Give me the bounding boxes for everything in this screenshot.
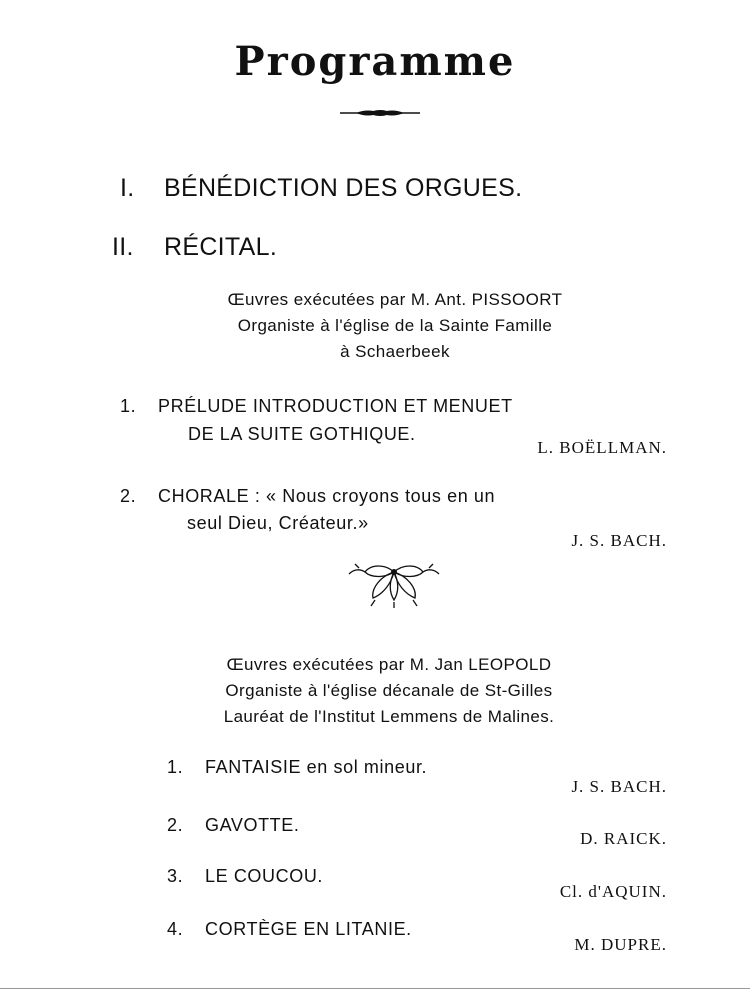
intro-line: à Schaerbeek: [340, 342, 450, 361]
item-number: 1.: [167, 757, 184, 777]
composer-name: J. S. BACH.: [571, 531, 667, 550]
composer-name: J. S. BACH.: [571, 777, 667, 796]
item-title-line: PRÉLUDE INTRODUCTION ET MENUET: [158, 396, 513, 416]
title-ornament: [338, 106, 422, 120]
item-title-line: DE LA SUITE GOTHIQUE.: [188, 424, 416, 444]
item-title-line: CHORALE : « Nous croyons tous en un: [158, 486, 496, 506]
program-item: [167, 919, 412, 940]
composer-name: L. BOËLLMAN.: [537, 438, 667, 457]
section-title: BÉNÉDICTION DES ORGUES.: [164, 174, 523, 202]
intro-line: Œuvres exécutées par M. Ant. PISSOORT: [227, 290, 563, 309]
item-title: LE COUCOU.: [205, 866, 324, 886]
intro-line: Lauréat de l'Institut Lemmens de Malines.: [223, 707, 555, 726]
program-item: [120, 486, 495, 507]
item-number: 1.: [120, 396, 137, 416]
composer-name: D. RAICK.: [580, 829, 667, 848]
composer-name: Cl. d'AQUIN.: [559, 882, 667, 901]
intro-line: Organiste à l'église de la Sainte Famille: [237, 316, 553, 335]
composer-name: M. DUPRE.: [574, 935, 667, 954]
section-title: RÉCITAL.: [164, 233, 278, 261]
section-recital: [112, 233, 277, 262]
program-item: [167, 757, 427, 778]
item-number: 4.: [167, 919, 184, 939]
section-number: II.: [112, 233, 134, 261]
page-edge-line: [0, 988, 750, 989]
item-number: 2.: [120, 486, 137, 506]
page-title: Programme: [234, 38, 516, 85]
program-item: [167, 815, 299, 836]
intro-line: Œuvres exécutées par M. Jan LEOPOLD: [226, 655, 552, 674]
performer-intro-pissoort: [0, 287, 750, 365]
item-number: 3.: [167, 866, 184, 886]
item-title: CORTÈGE EN LITANIE.: [205, 919, 412, 939]
item-title-line: seul Dieu, Créateur.»: [187, 513, 369, 533]
section-number: I.: [120, 174, 135, 202]
program-item: [167, 866, 323, 887]
item-title: FANTAISIE en sol mineur.: [205, 757, 428, 777]
item-number: 2.: [167, 815, 184, 835]
floral-ornament: [345, 558, 443, 610]
intro-line: Organiste à l'église décanale de St-Gilles: [225, 681, 553, 700]
item-title: GAVOTTE.: [205, 815, 300, 835]
performer-intro-leopold: [0, 652, 750, 730]
section-benediction: [120, 174, 522, 203]
program-item: [120, 396, 513, 417]
